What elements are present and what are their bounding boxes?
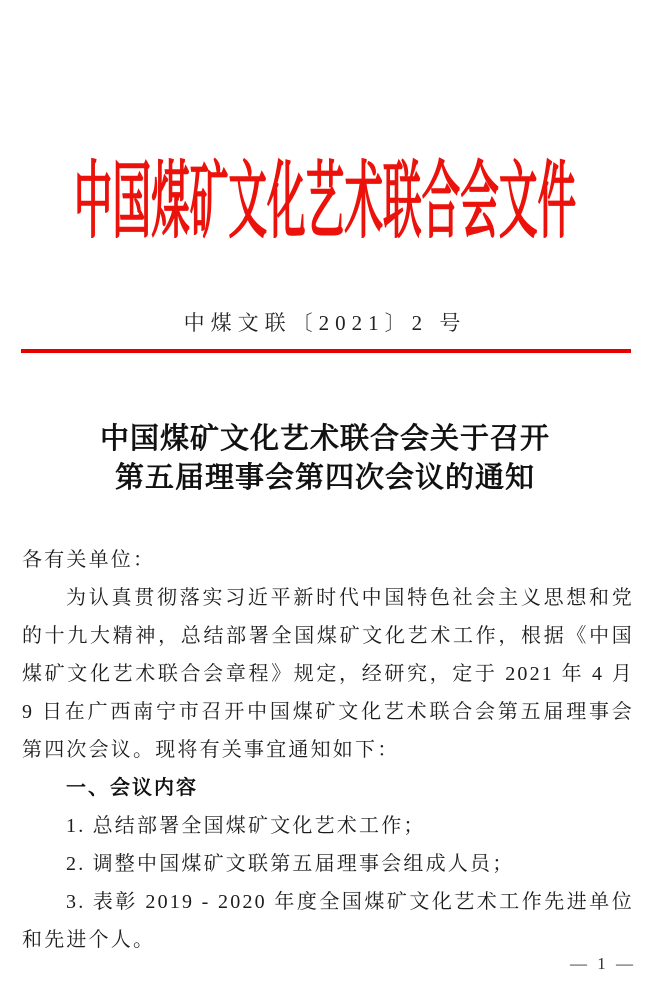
list-item-2: 2. 调整中国煤矿文联第五届理事会组成人员； bbox=[66, 853, 515, 875]
section-heading: 一、会议内容 bbox=[66, 777, 198, 799]
document-title bbox=[0, 420, 650, 498]
doc-number: 中煤文联〔2021〕2 号 bbox=[183, 311, 467, 335]
document-title-line1: 中国煤矿文化艺术联合会关于召开 bbox=[99, 423, 550, 455]
letterhead-banner bbox=[0, 0, 650, 252]
document-body bbox=[0, 541, 650, 959]
letterhead-title: 中国煤矿文化艺术联合会文件 bbox=[73, 156, 577, 249]
red-divider-line bbox=[21, 349, 631, 353]
document-title-line2: 第五届理事会第四次会议的通知 bbox=[114, 462, 535, 494]
list-item-3: 3. 表彰 2019 - 2020 年度全国煤矿文化艺术工作先进单位和先进个人。 bbox=[22, 891, 634, 951]
salutation: 各有关单位： bbox=[22, 549, 156, 571]
body-paragraph: 为认真贯彻落实习近平新时代中国特色社会主义思想和党的十九大精神，总结部署全国煤矿文化艺术工作，根据《中国煤矿文化艺术联合会章程》规定，经研究，定于 2021 年 4 月 9 日在广西南宁市召开中国煤矿文化艺术联合会第五届理事会第四次会议。现将有关事宜通知如下： bbox=[22, 587, 634, 761]
page-number: — 1 — bbox=[570, 954, 636, 973]
list-item-1: 1. 总结部署全国煤矿文化艺术工作； bbox=[66, 815, 426, 837]
